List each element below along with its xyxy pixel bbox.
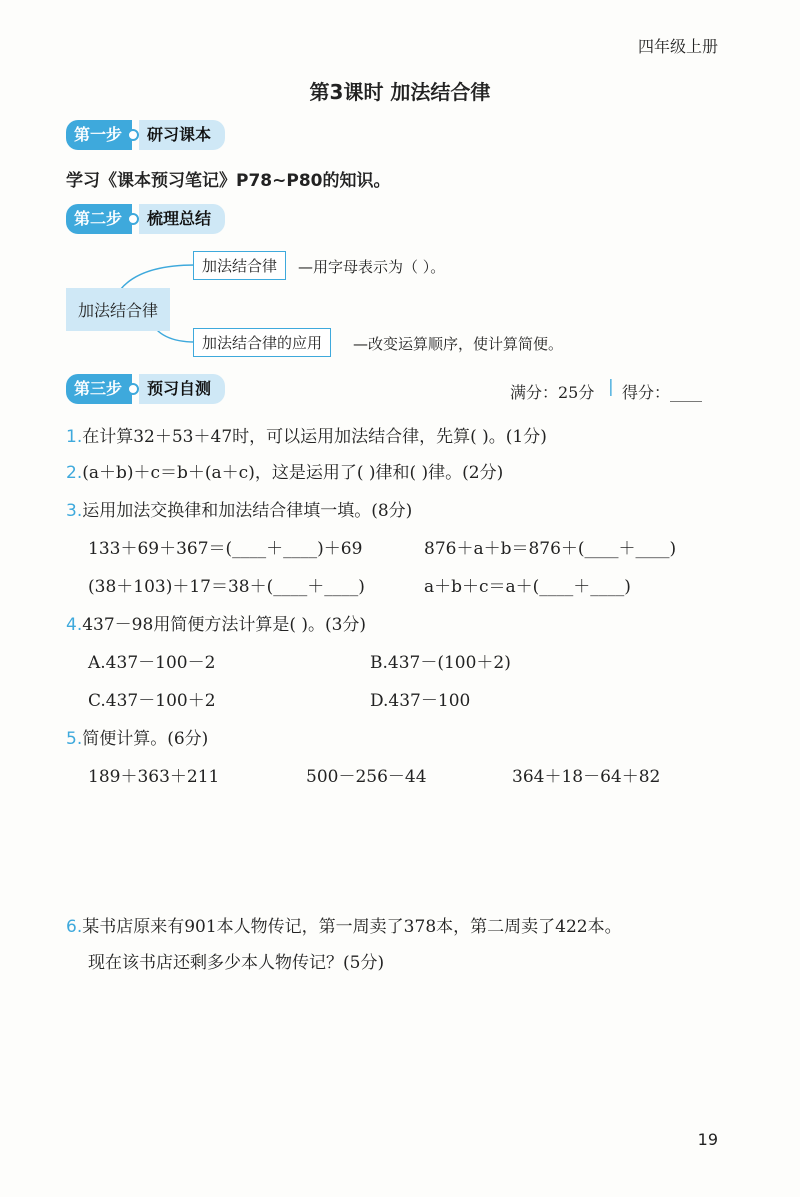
question-4-number: 4. — [66, 615, 83, 635]
question-3c: (38＋103)＋17＝38＋(____＋____) — [88, 577, 365, 597]
expression-2: 500－256－44 — [306, 767, 427, 787]
mindmap-branch1-text: —用字母表示为（ ）。 — [298, 258, 446, 276]
question-4 — [66, 610, 366, 635]
option-c: C.437－100＋2 — [88, 691, 216, 711]
question-6 — [66, 912, 622, 937]
step3-dot-icon — [127, 383, 139, 395]
step1-name: 研习课本 — [139, 120, 225, 150]
page-number: 19 — [697, 1130, 718, 1149]
question-2 — [66, 458, 503, 483]
question-6-line1: 某书店原来有901本人物传记，第一周卖了378本，第二周卖了422本。 — [82, 917, 622, 937]
question-5 — [66, 724, 208, 749]
question-3 — [66, 496, 412, 521]
mindmap-branch2: 加法结合律的应用 — [193, 328, 331, 357]
question-2-number: 2. — [66, 463, 83, 483]
step1-dot-icon — [127, 129, 139, 141]
mindmap-root: 加法结合律 — [66, 288, 170, 331]
full-score: 满分：25分 — [510, 383, 595, 402]
question-6-line2: 现在该书店还剩多少本人物传记？(5分) — [88, 953, 385, 973]
score-divider: | — [608, 377, 614, 397]
question-5-number: 5. — [66, 729, 83, 749]
step2-dot-icon — [127, 213, 139, 225]
step1-header — [66, 120, 225, 150]
question-3b: 876＋a＋b＝876＋(____＋____) — [424, 539, 677, 559]
question-2-text: (a＋b)＋c＝b＋(a＋c)，这是运用了( )律和( )律。(2分) — [82, 463, 504, 483]
question-6-number: 6. — [66, 917, 83, 937]
step3-header — [66, 374, 225, 404]
step1-content: 学习《课本预习笔记》P78~P80的知识。 — [66, 171, 391, 191]
option-a: A.437－100－2 — [88, 653, 216, 673]
question-1-text: 在计算32＋53＋47时，可以运用加法结合律，先算( )。(1分) — [82, 427, 547, 447]
mindmap-branch1: 加法结合律 — [193, 251, 286, 280]
question-3-text: 运用加法交换律和加法结合律填一填。(8分) — [82, 501, 413, 521]
step3-name: 预习自测 — [139, 374, 225, 404]
step1-tag: 第一步 — [66, 120, 132, 150]
lesson-title: 第3课时 加法结合律 — [309, 80, 491, 104]
question-3-number: 3. — [66, 501, 83, 521]
step2-name: 梳理总结 — [139, 204, 225, 234]
question-5-text: 简便计算。(6分) — [82, 729, 209, 749]
step2-tag: 第二步 — [66, 204, 132, 234]
question-1 — [66, 422, 547, 447]
expression-1: 189＋363＋211 — [88, 767, 220, 787]
question-3a: 133＋69＋367＝(____＋____)＋69 — [88, 539, 363, 559]
expression-3: 364＋18－64＋82 — [512, 767, 661, 787]
mindmap-branch2-text: —改变运算顺序，使计算简便。 — [353, 335, 564, 353]
grade-label: 四年级上册 — [637, 37, 718, 56]
question-1-number: 1. — [66, 427, 83, 447]
got-score: 得分：____ — [622, 383, 703, 402]
step3-tag: 第三步 — [66, 374, 132, 404]
step2-header — [66, 204, 225, 234]
question-4-text: 437－98用简便方法计算是( )。(3分) — [82, 615, 367, 635]
question-3d: a＋b＋c＝a＋(____＋____) — [424, 577, 631, 597]
option-d: D.437－100 — [370, 691, 471, 711]
option-b: B.437－(100＋2) — [370, 653, 511, 673]
